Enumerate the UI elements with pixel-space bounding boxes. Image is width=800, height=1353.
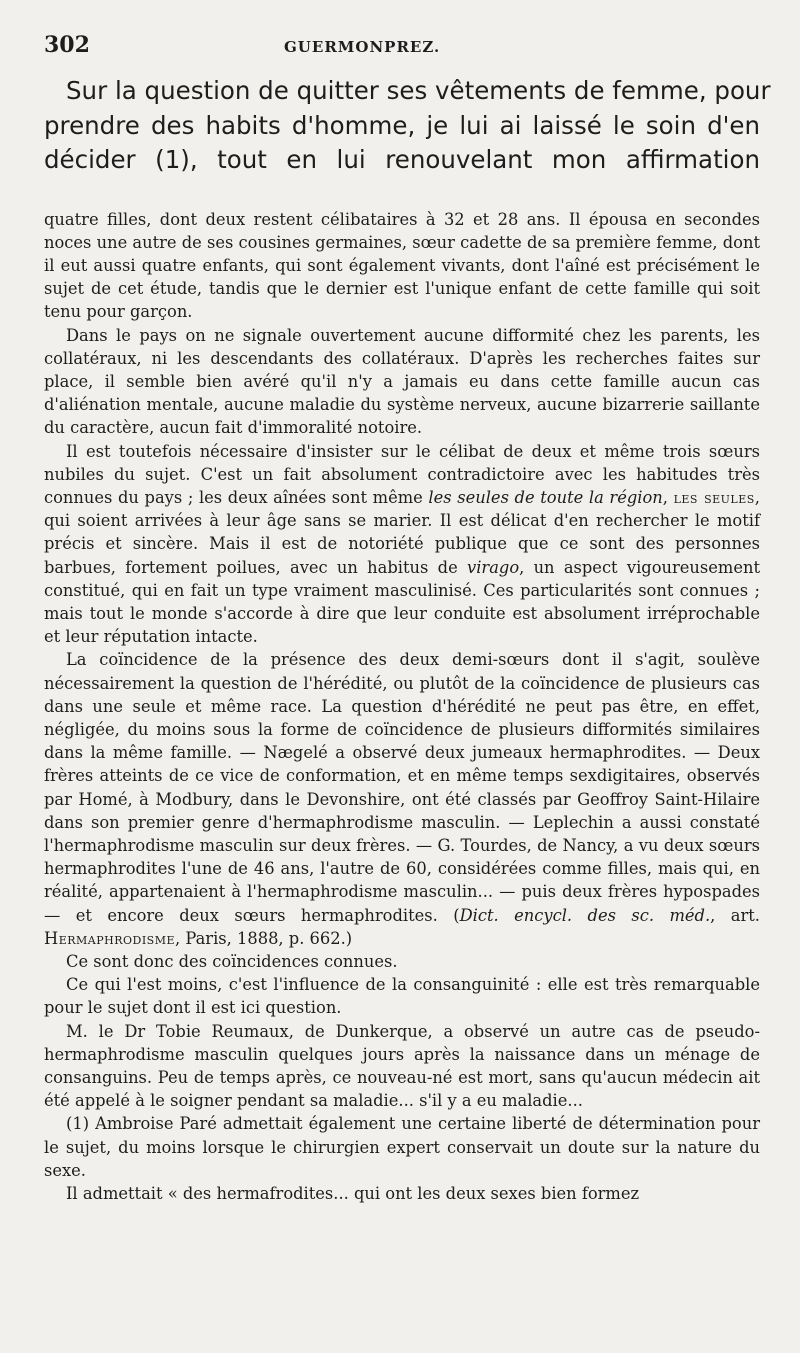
lead-line: prendre des habits d'homme, je lui ai laissé le soin d'en (44, 110, 760, 140)
footnote: (1) Ambroise Paré admettait également une certaine liberté de détermination pour le sujet, du moins lorsque le chirurgien expert conservait un doute sur la nature du sexe. (44, 1114, 760, 1180)
footnote: Il admettait « des hermafrodites... qui ont les deux sexes bien formez (66, 1184, 640, 1204)
paragraph: M. le Dr Tobie Reumaux, de Dunkerque, a observé un autre cas de pseudo-hermaphrodisme masculin quelques jours après la naissance dans un ménage de consanguins. Peu de temps après, ce nouveau-né est mort, sans qu'aucun médecin ait été appelé à le soigner pendant sa maladie... s'il y a eu maladie... (44, 1021, 760, 1111)
page-header (44, 32, 760, 68)
lead-line: Sur la question de quitter ses vêtements de femme, pour (66, 76, 771, 105)
body-text (44, 208, 760, 1206)
paragraph: Ce qui l'est moins, c'est l'influence de la consanguinité : elle est très remarquable pour le sujet dont il est ici question. (44, 975, 760, 1018)
paragraph: Ce sont donc des coïncidences connues. (66, 952, 398, 971)
running-title: GUERMONPREZ. (284, 38, 441, 56)
lead-line: décider (1), tout en lui renouvelant mon affirmation (44, 145, 760, 174)
page-number: 302 (44, 32, 90, 58)
paragraph: La coïncidence de la présence des deux demi-sœurs dont il s'agit, soulève nécessairement la question de l'hérédité, ou plutôt de la coïncidence de plusieurs cas dans une seule et même race. La question d'hérédité ne peut pas être, en effet, négligée, du moins sous la forme de coïncidence de plusieurs difformités similaires dans la même famille. — Nægelé a observé deux jumeaux hermaphrodites. — Deux frères atteints de ce vice de conformation, et en même temps sexdigitaires, observés par Homé, à Modbury, dans le Devonshire, ont été classés par Geoffroy Saint-Hilaire dans son premier genre d'hermaphrodisme masculin. — Leplechin a aussi constaté l'hermaphrodisme masculin sur deux frères. — G. Tourdes, de Nancy, a vu deux sœurs hermaphrodites l'une de 46 ans, l'autre de 60, considérées comme filles, mais qui, en réalité, appartenaient à l'hermaphrodisme masculin... — puis deux frères hypospades — et encore deux sœurs hermaphrodites. (Dict. encycl. des sc. méd., art. Hermaphrodisme, Paris, 1888, p. 662.) (44, 650, 760, 948)
page-break-gap (44, 178, 760, 208)
lead-paragraph (44, 74, 771, 178)
paragraph: quatre filles, dont deux restent célibataires à 32 et 28 ans. Il épousa en secondes noces une autre de ses cousines germaines, sœur cadette de sa première femme, dont il eut aussi quatre enfants, qui sont également vivants, dont l'aîné est précisément le sujet de cet étude, tandis que le dernier est l'unique enfant de cette famille qui soit tenu pour garçon. (44, 209, 760, 322)
paragraph: Dans le pays on ne signale ouvertement aucune difformité chez les parents, les collatéraux, ni les descendants des collatéraux. D'après les recherches faites sur place, il semble bien avéré qu'il n'y a jamais eu dans cette famille aucun cas d'aliénation mentale, aucune maladie du système nerveux, aucune bizarrerie saillante du caractère, aucun fait d'immoralité notoire. (44, 325, 760, 438)
paragraph: Il est toutefois nécessaire d'insister sur le célibat de deux et même trois sœurs nubiles du sujet. C'est un fait absolument contradictoire avec les habitudes très connues du pays ; les deux aînées sont même les seules de toute la région, les seules, qui soient arrivées à leur âge sans se marier. Il est délicat d'en rechercher le motif précis et sincère. Mais il est de notoriété publique que ce sont des personnes barbues, fortement poilues, avec un habitus de virago, un aspect vigoureusement constitué, qui en fait un type vraiment masculinisé. Ces particularités sont connues ; mais tout le monde s'accorde à dire que leur conduite est absolument irréprochable et leur réputation intacte. (44, 441, 760, 647)
